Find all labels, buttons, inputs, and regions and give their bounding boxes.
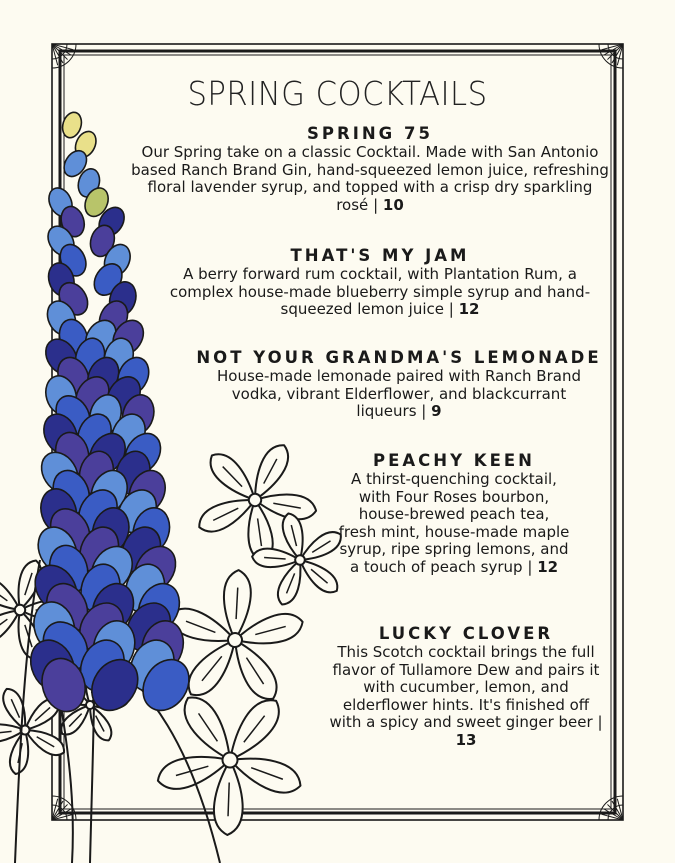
- cocktail-item-spring-75: [130, 124, 610, 214]
- cocktail-name: LUCKY CLOVER: [378, 624, 554, 643]
- cocktail-price: 12: [537, 557, 559, 576]
- cocktail-description-block: [325, 644, 607, 749]
- cocktail-description-block: [188, 368, 610, 421]
- page-title: SPRING COCKTAILS: [187, 74, 488, 113]
- cocktail-item-lucky-clover: [325, 624, 607, 749]
- price-separator: |: [597, 713, 603, 731]
- cocktail-item-peachy-keen: [338, 451, 570, 576]
- price-separator: |: [448, 300, 454, 318]
- cocktail-name: NOT YOUR GRANDMA'S LEMONADE: [196, 348, 602, 367]
- cocktail-item-not-your-grandmas-lemonade: [188, 348, 610, 421]
- corner-fan: [599, 44, 623, 68]
- price-separator: |: [373, 195, 379, 214]
- cocktail-description: A berry forward rum cocktail, with Plantation Rum, a complex house-made blueberry simple syrup and hand-squeezed lemon juice: [169, 265, 591, 318]
- cocktail-price: 9: [431, 402, 442, 420]
- corner-fan: [599, 796, 623, 820]
- corner-fan: [52, 44, 76, 68]
- cocktail-item-thats-my-jam: [165, 246, 595, 319]
- cocktail-description-block: [165, 266, 595, 319]
- price-separator: |: [527, 557, 533, 576]
- cocktail-price: 12: [458, 300, 480, 318]
- cocktail-name: SPRING 75: [307, 124, 433, 143]
- cocktail-description-block: [338, 471, 570, 576]
- price-separator: |: [421, 402, 427, 420]
- cocktail-description: House-made lemonade paired with Ranch Brand vodka, vibrant Elderflower, and blackcurrant liqueurs: [217, 367, 581, 420]
- cocktail-description: This Scotch cocktail brings the full flavor of Tullamore Dew and pairs it with cucumber, lemon, and elderflower hints. It's finished off with a spicy and sweet ginger beer: [329, 643, 600, 731]
- cocktail-description-block: [130, 144, 610, 214]
- cocktail-description: A thirst-quenching cocktail, with Four Roses bourbon, house-brewed peach tea, fresh mint, house-made maple syrup, ripe spring lemons, and a touch of peach syrup: [338, 470, 570, 576]
- cocktail-description: Our Spring take on a classic Cocktail. Made with San Antonio based Ranch Brand Gin, hand-squeezed lemon juice, refreshing floral lavender syrup, and topped with a crisp dry sparkling rosé: [131, 143, 609, 214]
- cocktail-price: 10: [382, 195, 404, 214]
- cocktail-name: THAT'S MY JAM: [290, 246, 470, 265]
- cocktail-price: 13: [455, 730, 477, 749]
- cocktail-name: PEACHY KEEN: [373, 451, 535, 470]
